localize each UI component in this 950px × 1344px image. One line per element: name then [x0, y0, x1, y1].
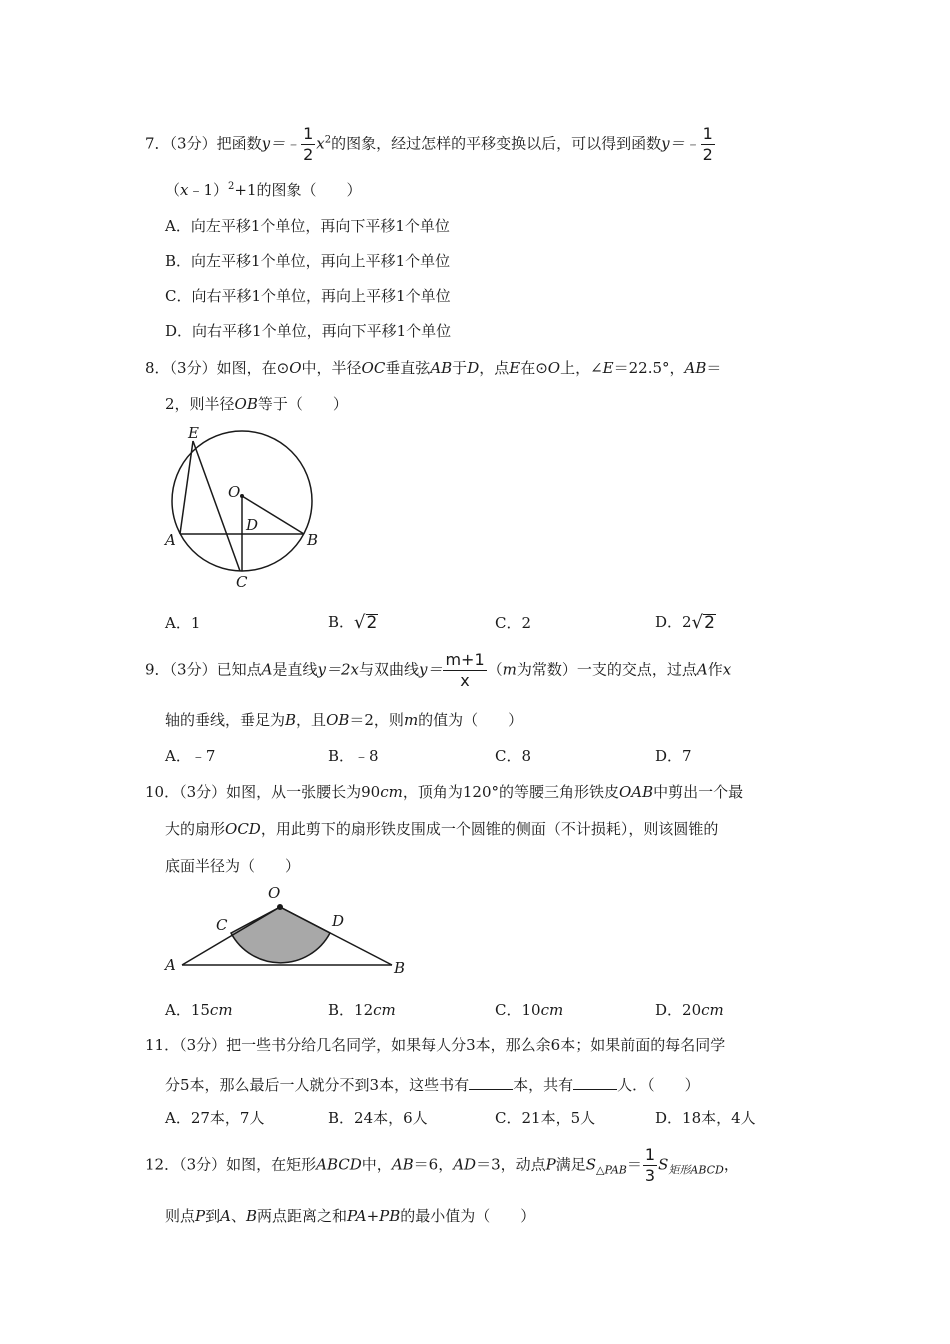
q10-option-d[interactable]: D．20cm [655, 1001, 724, 1019]
q9-option-a[interactable]: A．﹣7 [165, 747, 216, 765]
q7-fraction: $\frac{1}{2}$ [303, 124, 314, 164]
q7-option-c[interactable]: C．向右平移1个单位，再向上平移1个单位 [165, 287, 451, 305]
q11-option-b[interactable]: B．24本，6人 [328, 1109, 428, 1127]
q12-fraction: $\frac{1}{3}$ [644, 1145, 656, 1185]
q9-stem-line1: 9．（3分）已知点A是直线y＝2x与双曲线y＝ $\frac{m+1}{x}$ （m为常数）一支的交点，过点A作x [145, 650, 732, 690]
q11-option-a[interactable]: A．27本，7人 [165, 1109, 265, 1127]
q8-label-e: E [188, 424, 199, 442]
q11-option-c[interactable]: C．21本，5人 [495, 1109, 596, 1127]
q10-stem-line3: 底面半径为（ ） [165, 857, 301, 875]
q10-vertex-o-dot [277, 904, 283, 910]
q9-stem-line2: 轴的垂线，垂足为B，且OB＝2，则m的值为（ ） [165, 711, 524, 729]
q11-stem-line2: 分5本，那么最后一人就分不到3本，这些书有 本，共有 人．（ ） [165, 1076, 700, 1094]
q10-option-a[interactable]: A．15cm [165, 1001, 233, 1019]
q12-stem-line1: 12．（3分）如图，在矩形ABCD中，AB＝6，AD＝3，动点P满足$S_{\triangle PAB}=$ $\frac{1}{3}$ $S_{矩形ABCD}$， [145, 1145, 739, 1185]
q8-center-dot [240, 494, 244, 498]
q8-option-c[interactable]: C．2 [495, 614, 532, 632]
q12-stem-line2: 则点P到A、B两点距离之和PA+PB的最小值为（ ） [165, 1207, 536, 1225]
q8-option-d[interactable]: D．2 √ 2 [655, 612, 715, 633]
q10-option-b[interactable]: B．12cm [328, 1001, 396, 1019]
q8-label-b: B [307, 531, 319, 549]
q7-stem-line1: 7．（3分）把函数y＝﹣ $\frac{1}{2}$ $x^2$的图象，经过怎样的平移变换以后，可以得到函数y＝﹣ $\frac{1}{2}$ [145, 124, 713, 164]
q10-stem-line1: 10．（3分）如图，从一张腰长为90cm，顶角为120°的等腰三角形铁皮OAB中剪出一个最 [145, 783, 744, 801]
q9-fraction: $\frac{m+1}{x}$ [445, 650, 485, 690]
q7-option-a[interactable]: A．向左平移1个单位，再向下平移1个单位 [165, 217, 450, 235]
q7-fraction-2: $\frac{1}{2}$ [702, 124, 713, 164]
q10-sector-ocd [231, 907, 330, 963]
q8-label-o: O [228, 483, 241, 501]
q8-segment-ea [180, 441, 193, 534]
q8-option-a[interactable]: A．1 [165, 614, 201, 632]
answer-blank[interactable] [469, 1075, 513, 1090]
q10-label-d: D [332, 912, 345, 930]
q8-segment-ec [193, 441, 240, 571]
q11-option-d[interactable]: D．18本，4人 [655, 1109, 756, 1127]
q7-option-b[interactable]: B．向左平移1个单位，再向上平移1个单位 [165, 252, 451, 270]
q8-stem-line2: 2，则半径OB等于（ ） [165, 395, 348, 413]
q10-label-o: O [268, 884, 281, 902]
q8-label-a: A [165, 531, 176, 549]
q9-option-c[interactable]: C．8 [495, 747, 532, 765]
q8-option-b[interactable]: B． √ 2 [328, 612, 378, 633]
q10-label-b: B [394, 959, 406, 977]
q10-stem-line2: 大的扇形OCD，用此剪下的扇形铁皮围成一个圆锥的侧面（不计损耗），则该圆锥的 [165, 820, 719, 838]
q8-label-c: C [236, 573, 248, 591]
q9-option-b[interactable]: B．﹣8 [328, 747, 379, 765]
answer-blank[interactable] [573, 1075, 617, 1090]
q10-sector-figure [160, 882, 410, 977]
q11-stem-line1: 11．（3分）把一些书分给几名同学，如果每人分3本，那么余6本；如果前面的每名同学 [145, 1036, 726, 1054]
q9-option-d[interactable]: D．7 [655, 747, 692, 765]
q10-label-c: C [216, 916, 228, 934]
q7-option-d[interactable]: D．向右平移1个单位，再向下平移1个单位 [165, 322, 452, 340]
q10-option-c[interactable]: C．10cm [495, 1001, 564, 1019]
q8-label-d: D [246, 516, 259, 534]
sqrt-symbol: √ 2 [691, 612, 715, 633]
q8-stem-line1: 8．（3分）如图，在⊙O中，半径OC垂直弦AB于D，点E在⊙O上，∠E＝22.5°，AB＝ [145, 359, 722, 377]
q10-label-a: A [165, 956, 176, 974]
q7-stem-line2: （x﹣1）$^2$+1的图象（ ） [165, 181, 362, 199]
q8-circle-figure [160, 423, 330, 591]
sqrt-symbol: √ 2 [354, 612, 378, 633]
